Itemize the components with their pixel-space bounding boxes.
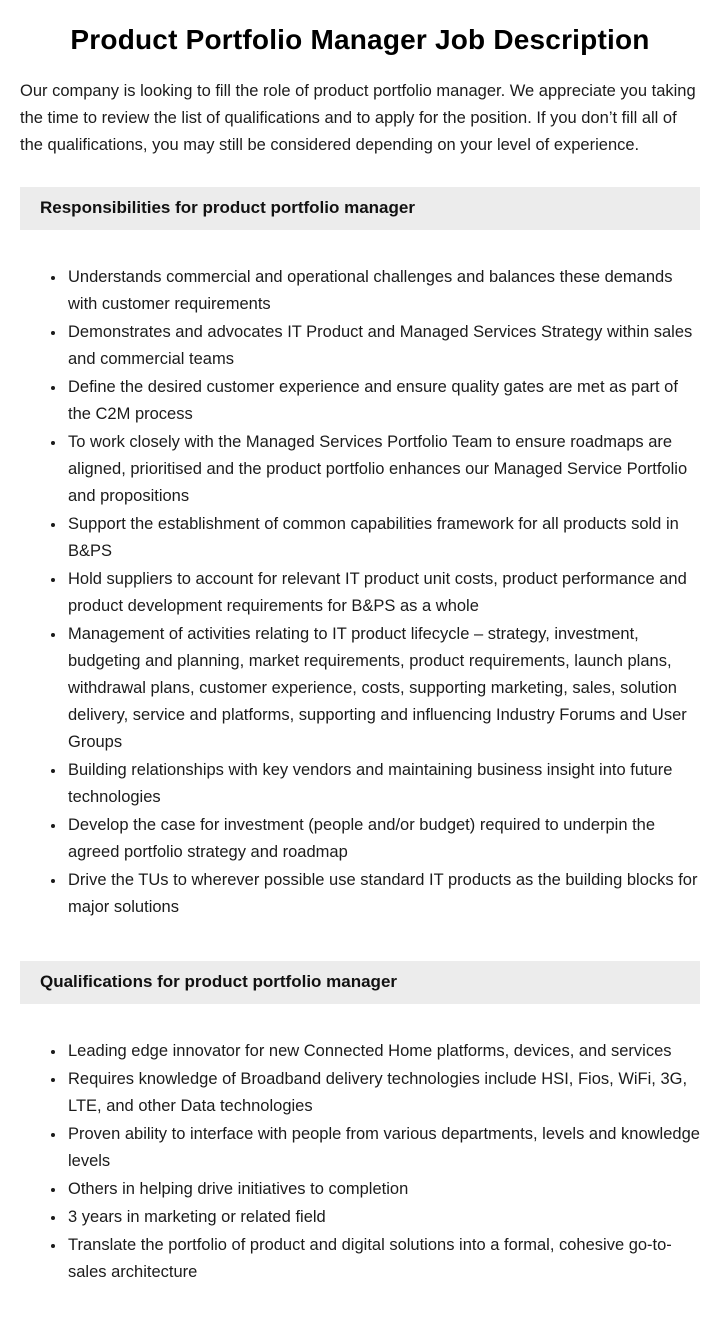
list-item: • To work closely with the Managed Services Portfolio Team to ensure roadmaps are aligned, prioritised and the product portfolio enhances our Managed Service Portfolio and propositions (66, 429, 700, 510)
list-item: • Demonstrates and advocates IT Product and Managed Services Strategy within sales and commercial teams (66, 319, 700, 373)
list-item: • Develop the case for investment (people and/or budget) required to underpin the agreed portfolio strategy and roadmap (66, 812, 700, 866)
responsibilities-list (20, 264, 700, 921)
list-item: • Hold suppliers to account for relevant IT product unit costs, product performance and product development requirements for B&PS as a whole (66, 566, 700, 620)
section-qualifications (20, 961, 700, 1286)
list-item: • Understands commercial and operational challenges and balances these demands with customer requirements (66, 264, 700, 318)
list-item: • Define the desired customer experience and ensure quality gates are met as part of the C2M process (66, 374, 700, 428)
responsibilities-section-heading: Responsibilities for product portfolio manager (20, 187, 700, 230)
list-item: • 3 years in marketing or related field (66, 1204, 700, 1231)
list-item: • Requires knowledge of Broadband delivery technologies include HSI, Fios, WiFi, 3G, LTE, and other Data technologies (66, 1066, 700, 1120)
list-item: • Leading edge innovator for new Connected Home platforms, devices, and services (66, 1038, 700, 1065)
list-item: • Building relationships with key vendors and maintaining business insight into future technologies (66, 757, 700, 811)
qualifications-list (20, 1038, 700, 1286)
list-item: • Drive the TUs to wherever possible use standard IT products as the building blocks for major solutions (66, 867, 700, 921)
intro-paragraph: Our company is looking to fill the role of product portfolio manager. We appreciate you taking the time to review the list of qualifications and to apply for the position. If you don’t fill all of the qualifications, you may still be considered depending on your level of experience. (20, 82, 696, 154)
list-item: • Management of activities relating to IT product lifecycle – strategy, investment, budgeting and planning, market requirements, product requirements, launch plans, withdrawal plans, customer experience, costs, supporting marketing, sales, solution delivery, service and platforms, supporting and influencing Industry Forums and User Groups (66, 621, 700, 756)
qualifications-section-heading: Qualifications for product portfolio manager (20, 961, 700, 1004)
list-item: • Translate the portfolio of product and digital solutions into a formal, cohesive go-to-sales architecture (66, 1232, 700, 1286)
page-title: Product Portfolio Manager Job Description (70, 24, 650, 55)
list-item: • Others in helping drive initiatives to completion (66, 1176, 700, 1203)
list-item: • Support the establishment of common capabilities framework for all products sold in B&PS (66, 511, 700, 565)
list-item: • Proven ability to interface with people from various departments, levels and knowledge levels (66, 1121, 700, 1175)
section-responsibilities (20, 187, 700, 921)
